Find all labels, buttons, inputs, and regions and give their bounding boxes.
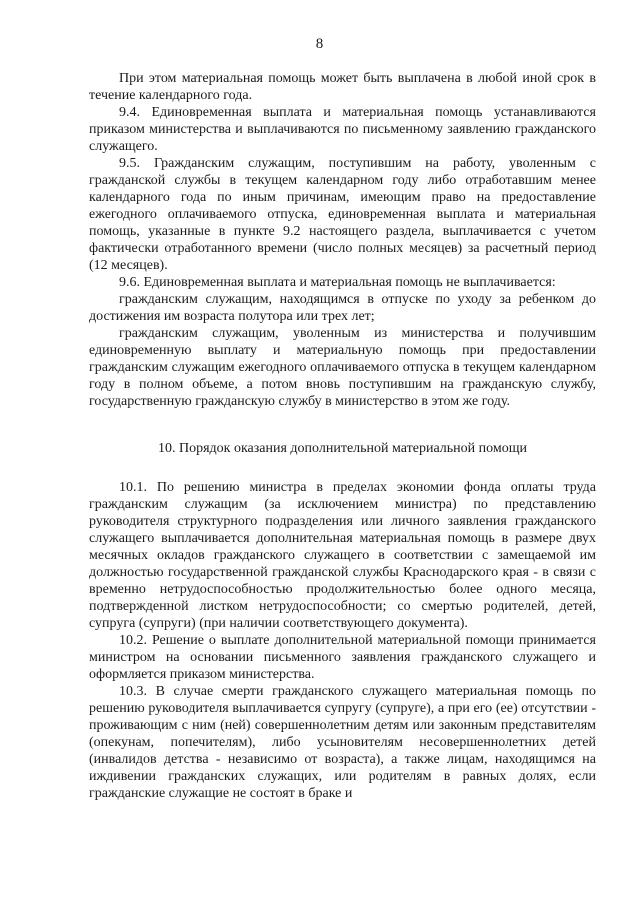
paragraph-9-6-item-1: гражданским служащим, находящимся в отпуске по уходу за ребенком до достижения им возраста полутора или трех лет; [89,292,596,324]
paragraph-10-3: 10.3. В случае смерти гражданского служащего материальная помощь по решению руководителя выплачивается супругу (супруге), а при его (ее) отсутствии - проживающим с ним (ней) совершеннолетним детям или законным представителям (опекунам, попечителям), либо усыновителям несовершеннолетних детей (инвалидов детства - независимо от возраста), а также лицам, находящимся на иждивении гражданских служащих, или родителям в равных долях, если гражданские служащие не состоят в браке и [89,684,596,801]
paragraph-10-1: 10.1. По решению министра в пределах экономии фонда оплаты труда гражданским служащим (за исключением министра) по представлению руководителя структурного подразделения или личного заявления гражданского служащего выплачивается дополнительная материальная помощь в размере двух месячных окладов гражданского служащего в соответствии с замещаемой им должностью государственной гражданской службы Краснодарского края - в связи с временно нетрудоспособностью продолжительностью более одного месяца, подтвержденной листком нетрудоспособности; со смертью родителей, детей, супруга (супруги) (при наличии соответствующего документа). [89,480,596,631]
paragraph-material-aid-any-time: При этом материальная помощь может быть выплачена в любой иной срок в течение календарного года. [89,71,596,103]
page-number: 8 [315,36,324,52]
paragraph-9-6: 9.6. Единовременная выплата и материальная помощь не выплачивается: [119,275,556,290]
paragraph-10-2: 10.2. Решение о выплате дополнительной материальной помощи принимается министром на основании письменного заявления гражданского служащего и оформляется приказом министерства. [89,633,596,682]
document-body [89,70,596,802]
paragraph-9-5: 9.5. Гражданским служащим, поступившим на работу, уволенным с гражданской службы в текущем календарном году либо отработавшим менее календарного года по иным причинам, имеющим право на предоставление ежегодного оплачиваемого отпуска, единовременная выплата и материальная помощь, указанные в пункте 9.2 настоящего раздела, выплачивается с учетом фактически отработанного времени (число полных месяцев) за расчетный период (12 месяцев). [89,156,596,273]
paragraph-9-6-item-2: гражданским служащим, уволенным из министерства и получившим единовременную выплату и материальную помощь при предоставлении гражданским служащим ежегодного оплачиваемого отпуска в текущем календарном году в полном объеме, а потом вновь поступившим на гражданскую службу, государственную гражданскую службу в министерство в этом же году. [89,326,596,409]
paragraph-9-4: 9.4. Единовременная выплата и материальная помощь устанавливаются приказом министерства и выплачиваются по письменному заявлению гражданского служащего. [89,105,596,154]
section-heading: 10. Порядок оказания дополнительной материальной помощи [157,441,528,456]
